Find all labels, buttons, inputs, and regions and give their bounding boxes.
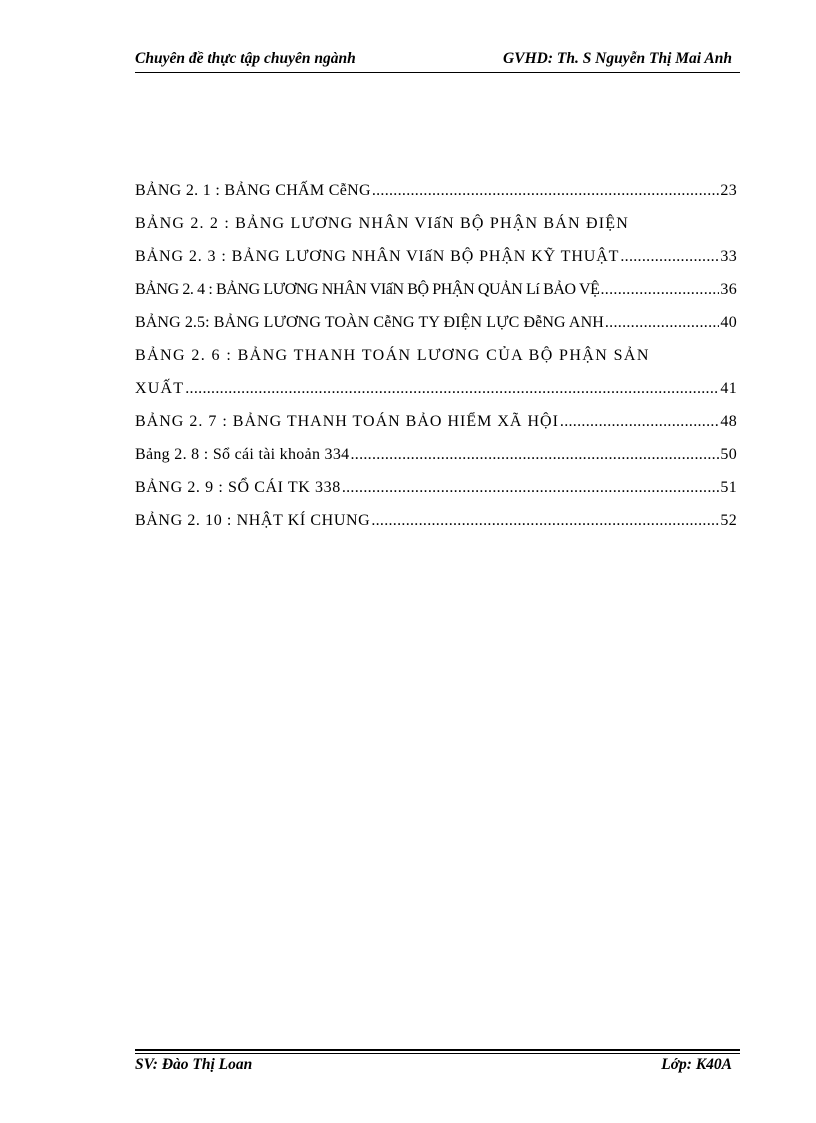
toc-entry-page: 33: [720, 248, 737, 265]
toc-entry-label: BẢNG 2. 1 : BẢNG CHẤM CễNG: [135, 182, 371, 199]
toc-entry-page: 36: [720, 281, 737, 298]
toc-entry-label: BẢNG 2. 6 : BẢNG THANH TOÁN LƯƠNG CỦA BỘ PHẬN SẢN: [135, 347, 650, 364]
toc-entry-page: 50: [720, 446, 737, 463]
footer-student-name: SV: Đào Thị Loan: [135, 1056, 253, 1073]
toc-entry[interactable]: [135, 431, 737, 464]
toc-entry[interactable]: [135, 299, 737, 332]
toc-entry[interactable]: [135, 167, 737, 200]
toc-entry[interactable]: [135, 497, 737, 530]
toc-entry-page: 48: [720, 413, 737, 430]
toc-leader-dots: [372, 182, 720, 200]
toc-entry[interactable]: [135, 233, 737, 266]
toc-entry[interactable]: [135, 398, 737, 431]
toc-entry-label: BẢNG 2.5: BẢNG LƯƠNG TOÀN CễNG TY ĐIỆN LỰC ĐễNG ANH: [135, 314, 604, 331]
header-rule: [135, 72, 740, 73]
toc-leader-dots: [371, 512, 719, 530]
toc-entry-page: 23: [720, 182, 737, 199]
toc-entry-label: BẢNG 2. 9 : SỔ CÁI TK 338: [135, 479, 341, 496]
header-supervisor: GVHD: Th. S Nguyễn Thị Mai Anh: [503, 50, 732, 67]
footer-class: Lớp: K40A: [661, 1056, 732, 1073]
toc-entry-label: XUẤT: [135, 380, 185, 397]
toc-entry[interactable]: [135, 464, 737, 497]
header-course-title: Chuyên đề thực tập chuyên ngành: [135, 50, 356, 67]
toc-entry-label: BẢNG 2. 7 : BẢNG THANH TOÁN BẢO HIỂM XÃ HỘI: [135, 413, 559, 430]
toc-entry[interactable]: [135, 332, 737, 365]
toc-entry-label: BẢNG 2. 3 : BẢNG LƯƠNG NHÂN VIấN BỘ PHẬN KỸ THUẬT: [135, 248, 620, 265]
toc-entry-label: Bảng 2. 8 : Sổ cái tài khoản 334: [135, 446, 350, 463]
toc-leader-dots: [620, 248, 719, 266]
page-footer: [135, 1054, 740, 1076]
toc-entry[interactable]: [135, 266, 737, 299]
toc-leader-dots: [560, 413, 720, 431]
toc-leader-dots: [350, 446, 719, 464]
toc-leader-dots: [605, 314, 720, 332]
toc-entry-label: BẢNG 2. 4 : BẢNG LƯƠNG NHÂN VIấN BỘ PHẬN QUẢN Lí BẢO VỆ: [135, 281, 600, 298]
toc-entry-page: 40: [720, 314, 737, 331]
toc-entry-label: BẢNG 2. 2 : BẢNG LƯƠNG NHÂN VIấN BỘ PHẬN BÁN ĐIỆN: [135, 215, 630, 232]
table-of-contents: [135, 167, 737, 530]
toc-leader-dots: [342, 479, 720, 497]
toc-leader-dots: [185, 380, 719, 398]
toc-leader-dots: [601, 281, 720, 299]
footer-rule-thick: [135, 1049, 740, 1051]
toc-entry-label: BẢNG 2. 10 : NHẬT KÍ CHUNG: [135, 512, 371, 529]
toc-entry-page: 41: [720, 380, 737, 397]
page-header: [135, 48, 740, 70]
toc-entry[interactable]: [135, 200, 737, 233]
toc-entry[interactable]: [135, 365, 737, 398]
toc-entry-page: 51: [720, 479, 737, 496]
toc-entry-page: 52: [720, 512, 737, 529]
